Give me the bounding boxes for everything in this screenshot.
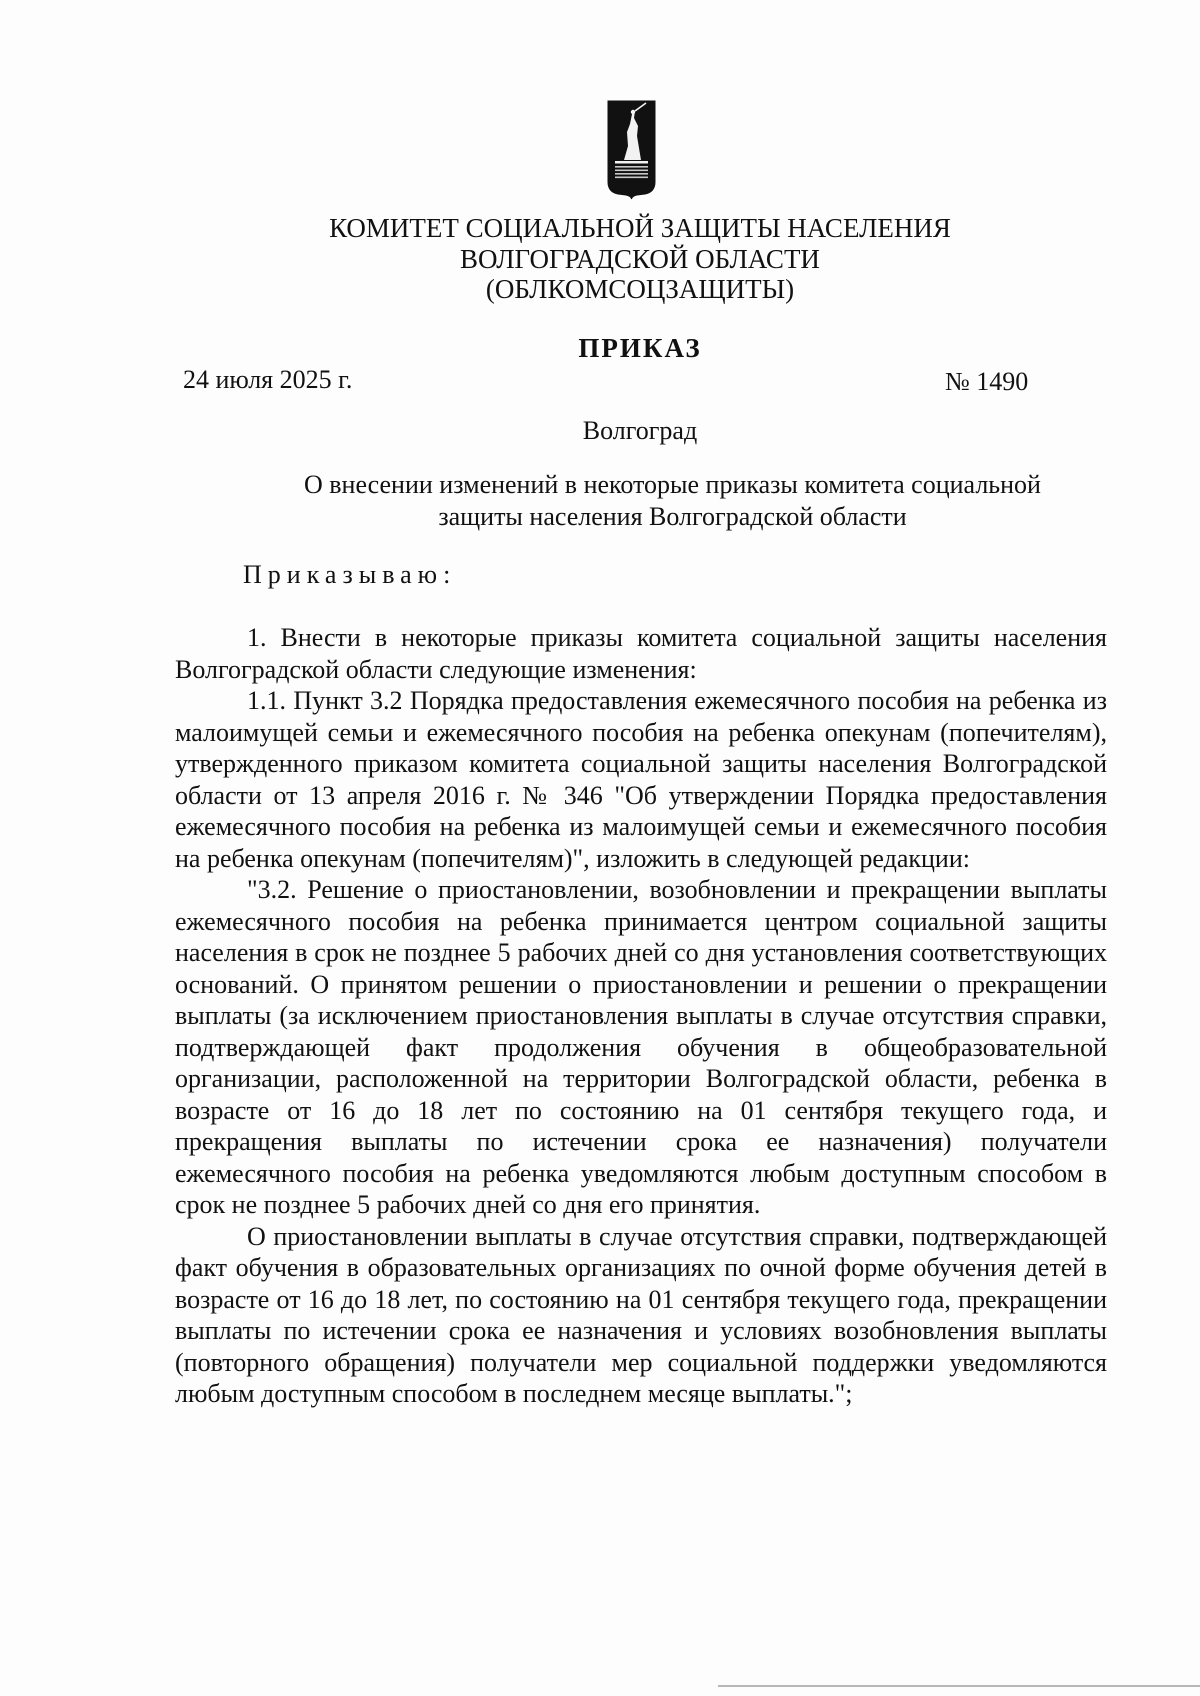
organization-abbreviation: (ОБЛКОМСОЦЗАЩИТЫ) xyxy=(485,274,795,304)
paragraph-notification: О приостановлении выплаты в случае отсутствия справки, подтверждающей факт обучения в образовательных организациях по очной форме обучения детей в возрасте от 16 до 18 лет, по состоянию на 01 сентября текущего года, прекращении выплаты по истечении срока ее назначения и условиях возобновления выплаты (повторного обращения) получатели мер социальной поддержки уведомляются любым доступным способом в последнем месяце выплаты."; xyxy=(175,1221,1107,1408)
document-city: Волгоград xyxy=(582,416,698,445)
subject-line-1: О внесении изменений в некоторые приказы комитета социальной xyxy=(304,470,1041,499)
paragraph-1-1: 1.1. Пункт 3.2 Порядка предоставления ежемесячного пособия на ребенка из малоимущей семьи и ежемесячного пособия на ребенка опекунам (попечителям), утвержденного приказом комитета социальной защиты населения Волгоградской области от 13 апреля 2016 г. № 346 "Об утверждении Порядка предоставления ежемесячного пособия на ребенка из малоимущей семьи и ежемесячного пособия на ребенка опекунам (попечителям)", изложить в следующей редакции: xyxy=(175,686,1107,873)
document-body xyxy=(175,622,1107,1410)
paragraph-1: 1. Внести в некоторые приказы комитета социальной защиты населения Волгоградской области следующие изменения: xyxy=(175,623,1107,684)
subject-line-2: защиты населения Волгоградской области xyxy=(438,502,907,531)
document-date: 24 июля 2025 г. xyxy=(183,365,353,394)
order-directive: Приказываю: xyxy=(243,560,457,589)
document-type-title: ПРИКАЗ xyxy=(578,333,702,363)
scan-edge-line xyxy=(718,1685,1200,1687)
document-number: № 1490 xyxy=(945,367,1029,396)
paragraph-3-2: "3.2. Решение о приостановлении, возобновлении и прекращении выплаты ежемесячного пособия на ребенка принимается центром социальной защиты населения в срок не позднее 5 рабочих дней со дня установления соответствующих оснований. О принятом решении о приостановлении и решении о прекращении выплаты (за исключением приостановления выплаты в случае отсутствия справки, подтверждающей факт продолжения обучения в общеобразовательной организации, расположенной на территории Волгоградской области, ребенка в возрасте от 16 до 18 лет по состоянию на 01 сентября текущего года, и прекращения выплаты по истечении срока ее назначения) получатели ежемесячного пособия на ребенка уведомляются любым доступным способом в срок не позднее 5 рабочих дней со дня его принятия. xyxy=(175,875,1107,1219)
document-subject xyxy=(260,469,1085,533)
organization-name-line-1: КОМИТЕТ СОЦИАЛЬНОЙ ЗАЩИТЫ НАСЕЛЕНИЯ xyxy=(329,213,951,243)
organization-name-line-2: ВОЛГОГРАДСКОЙ ОБЛАСТИ xyxy=(460,244,820,274)
volgograd-coat-of-arms-icon xyxy=(607,100,656,200)
